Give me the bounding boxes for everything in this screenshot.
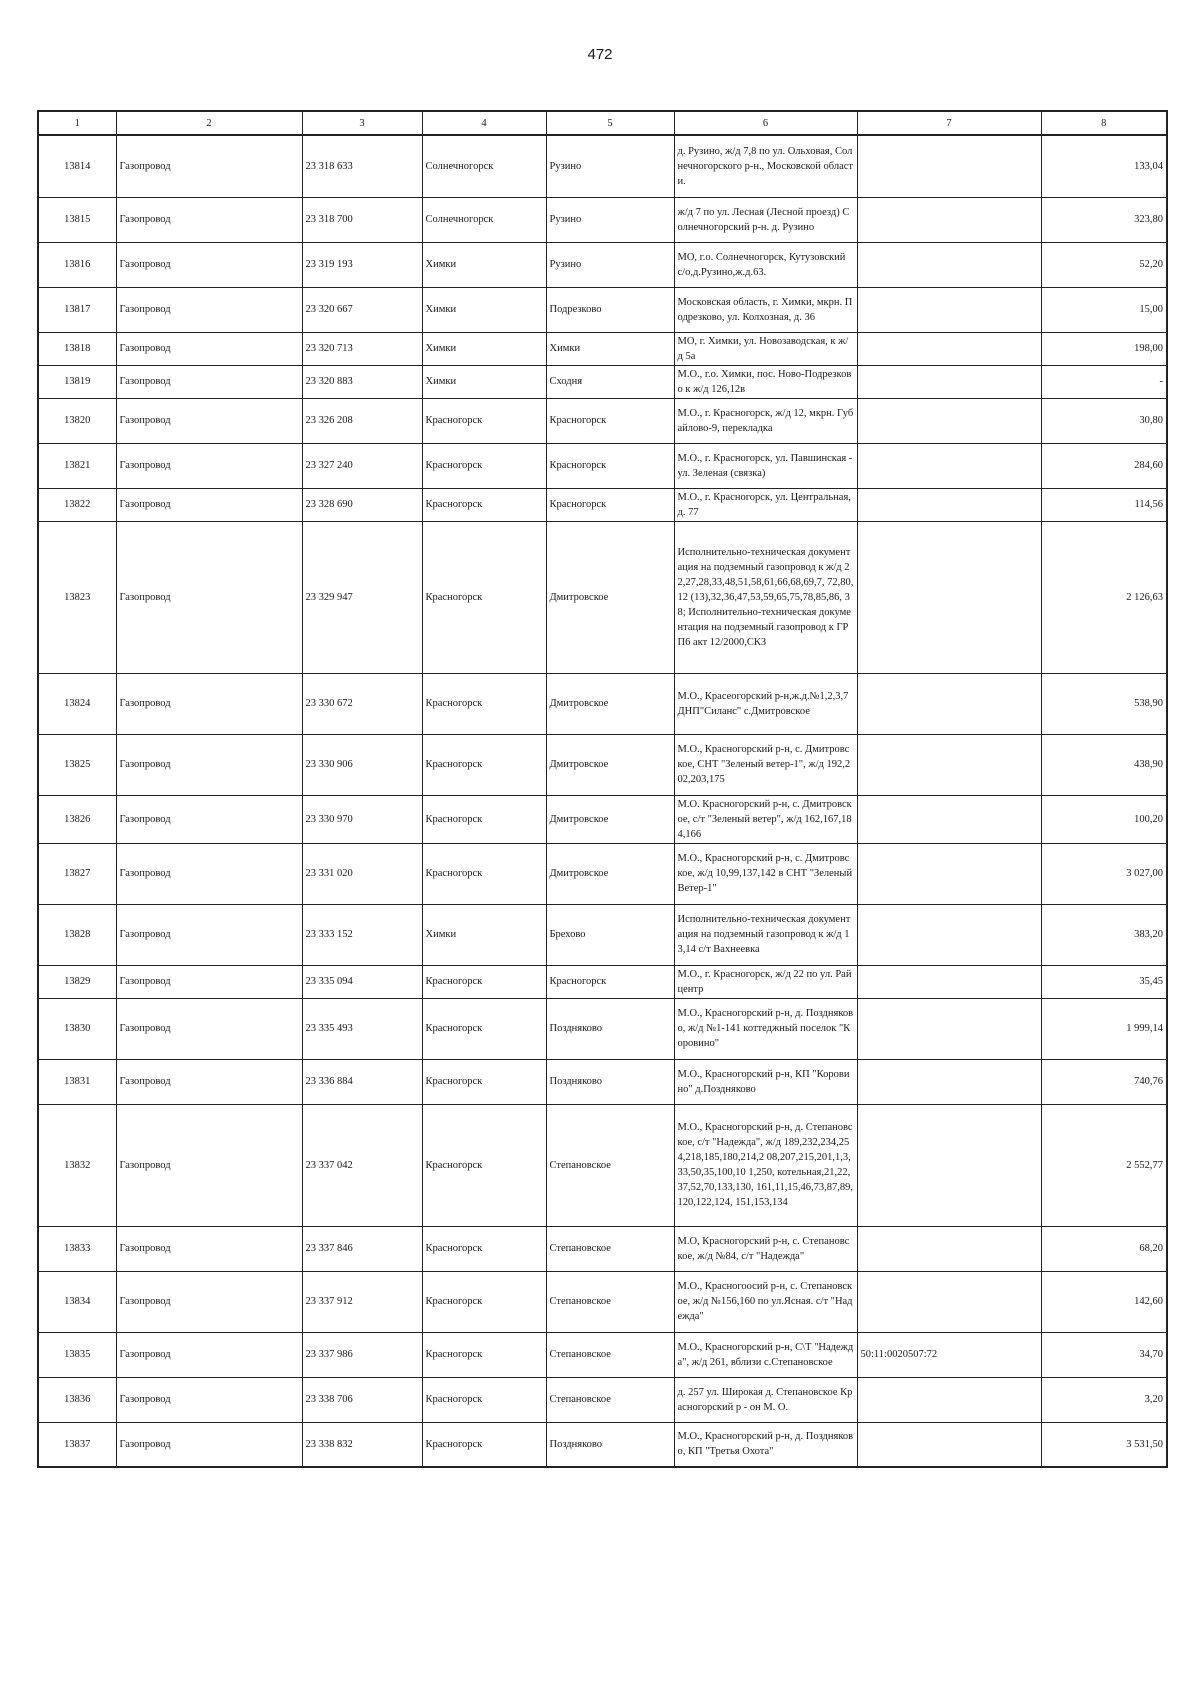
- cadastral-number-cell: [857, 1226, 1041, 1271]
- cadastral-number-cell: [857, 1271, 1041, 1332]
- cadastral-number-cell: [857, 1059, 1041, 1104]
- object-type-cell: Газопровод: [116, 197, 302, 242]
- column-header-5: 5: [546, 111, 674, 135]
- column-header-6: 6: [674, 111, 857, 135]
- district-cell: Химки: [422, 904, 546, 965]
- district-cell: Красногорск: [422, 1271, 546, 1332]
- address-cell: ж/д 7 по ул. Лесная (Лесной проезд) Солнечногорский р-н. д. Рузино: [674, 197, 857, 242]
- cadastral-number-cell: [857, 1377, 1041, 1422]
- object-type-cell: Газопровод: [116, 1226, 302, 1271]
- table-row: [38, 1422, 1167, 1467]
- column-header-3: 3: [302, 111, 422, 135]
- length-value-cell: 35,45: [1041, 965, 1167, 998]
- cadastral-number-cell: [857, 673, 1041, 734]
- table-row: [38, 734, 1167, 795]
- object-id-cell: 23 337 846: [302, 1226, 422, 1271]
- object-type-cell: Газопровод: [116, 1377, 302, 1422]
- length-value-cell: 142,60: [1041, 1271, 1167, 1332]
- table-row: [38, 398, 1167, 443]
- address-cell: д. Рузино, ж/д 7,8 по ул. Ольховая, Солнечногорского р-н., Московской области.: [674, 135, 857, 197]
- district-cell: Химки: [422, 287, 546, 332]
- table-row: [38, 1226, 1167, 1271]
- table-row: [38, 843, 1167, 904]
- object-type-cell: Газопровод: [116, 1422, 302, 1467]
- district-cell: Красногорск: [422, 398, 546, 443]
- locality-cell: Дмитровское: [546, 734, 674, 795]
- row-number-cell: 13814: [38, 135, 116, 197]
- length-value-cell: 100,20: [1041, 795, 1167, 843]
- cadastral-number-cell: [857, 965, 1041, 998]
- object-id-cell: 23 318 633: [302, 135, 422, 197]
- length-value-cell: 3 531,50: [1041, 1422, 1167, 1467]
- table-row: [38, 1377, 1167, 1422]
- cadastral-number-cell: [857, 521, 1041, 673]
- table-row: [38, 1059, 1167, 1104]
- object-id-cell: 23 330 970: [302, 795, 422, 843]
- row-number-cell: 13816: [38, 242, 116, 287]
- row-number-cell: 13819: [38, 365, 116, 398]
- object-type-cell: Газопровод: [116, 965, 302, 998]
- cadastral-number-cell: [857, 904, 1041, 965]
- object-id-cell: 23 335 094: [302, 965, 422, 998]
- locality-cell: Дмитровское: [546, 795, 674, 843]
- length-value-cell: 1 999,14: [1041, 998, 1167, 1059]
- object-id-cell: 23 335 493: [302, 998, 422, 1059]
- row-number-cell: 13836: [38, 1377, 116, 1422]
- district-cell: Солнечногорск: [422, 135, 546, 197]
- object-type-cell: Газопровод: [116, 521, 302, 673]
- row-number-cell: 13829: [38, 965, 116, 998]
- object-type-cell: Газопровод: [116, 488, 302, 521]
- length-value-cell: 740,76: [1041, 1059, 1167, 1104]
- address-cell: Московская область, г. Химки, мкрн. Подрезково, ул. Колхозная, д. 36: [674, 287, 857, 332]
- row-number-cell: 13825: [38, 734, 116, 795]
- address-cell: Исполнительно-техническая документация на подземный газопровод к ж/д 13,14 с/т Вахнеевка: [674, 904, 857, 965]
- locality-cell: Подрезково: [546, 287, 674, 332]
- district-cell: Красногорск: [422, 998, 546, 1059]
- cadastral-number-cell: 50:11:0020507:72: [857, 1332, 1041, 1377]
- object-id-cell: 23 338 706: [302, 1377, 422, 1422]
- length-value-cell: 15,00: [1041, 287, 1167, 332]
- object-id-cell: 23 330 906: [302, 734, 422, 795]
- district-cell: Химки: [422, 365, 546, 398]
- locality-cell: Рузино: [546, 197, 674, 242]
- table-row: [38, 287, 1167, 332]
- row-number-cell: 13823: [38, 521, 116, 673]
- table-row: [38, 998, 1167, 1059]
- column-header-8: 8: [1041, 111, 1167, 135]
- object-id-cell: 23 337 042: [302, 1104, 422, 1226]
- object-id-cell: 23 330 672: [302, 673, 422, 734]
- cadastral-number-cell: [857, 135, 1041, 197]
- locality-cell: Красногорск: [546, 398, 674, 443]
- locality-cell: Поздняково: [546, 998, 674, 1059]
- district-cell: Красногорск: [422, 1226, 546, 1271]
- row-number-cell: 13820: [38, 398, 116, 443]
- locality-cell: Брехово: [546, 904, 674, 965]
- district-cell: Красногорск: [422, 1377, 546, 1422]
- table-row: [38, 135, 1167, 197]
- locality-cell: Дмитровское: [546, 521, 674, 673]
- address-cell: МО, г.о. Солнечногорск, Кутузовский с/о,д.Рузино,ж.д.63.: [674, 242, 857, 287]
- locality-cell: Степановское: [546, 1332, 674, 1377]
- cadastral-number-cell: [857, 1422, 1041, 1467]
- locality-cell: Красногорск: [546, 488, 674, 521]
- row-number-cell: 13831: [38, 1059, 116, 1104]
- object-type-cell: Газопровод: [116, 135, 302, 197]
- locality-cell: Красногорск: [546, 965, 674, 998]
- object-id-cell: 23 329 947: [302, 521, 422, 673]
- locality-cell: Поздняково: [546, 1422, 674, 1467]
- cadastral-number-cell: [857, 998, 1041, 1059]
- locality-cell: Поздняково: [546, 1059, 674, 1104]
- length-value-cell: -: [1041, 365, 1167, 398]
- row-number-cell: 13835: [38, 1332, 116, 1377]
- table-row: [38, 488, 1167, 521]
- length-value-cell: 438,90: [1041, 734, 1167, 795]
- length-value-cell: 198,00: [1041, 332, 1167, 365]
- length-value-cell: 34,70: [1041, 1332, 1167, 1377]
- row-number-cell: 13822: [38, 488, 116, 521]
- locality-cell: Дмитровское: [546, 843, 674, 904]
- locality-cell: Красногорск: [546, 443, 674, 488]
- length-value-cell: 2 126,63: [1041, 521, 1167, 673]
- length-value-cell: 2 552,77: [1041, 1104, 1167, 1226]
- object-id-cell: 23 320 713: [302, 332, 422, 365]
- table-row: [38, 197, 1167, 242]
- locality-cell: Степановское: [546, 1271, 674, 1332]
- object-id-cell: 23 338 832: [302, 1422, 422, 1467]
- object-type-cell: Газопровод: [116, 398, 302, 443]
- length-value-cell: 114,56: [1041, 488, 1167, 521]
- address-cell: М.О., Красногорский р-н, д. Степановское, с/т "Надежда", ж/д 189,232,234,254,218,185,180,214,2 08,207,215,201,1,3,33,50,35,100,10 1,250, котельная,21,22,37,52,70,133,130, 161,11,15,46,73,87,89,120,122,124, 151,153,134: [674, 1104, 857, 1226]
- district-cell: Красногорск: [422, 965, 546, 998]
- address-cell: М.О., Красногорский р-н, д. Поздняково, КП "Третья Охота": [674, 1422, 857, 1467]
- table-row: [38, 1104, 1167, 1226]
- address-cell: М.О., г. Красногорск, ж/д 22 по ул. Райцентр: [674, 965, 857, 998]
- column-header-2: 2: [116, 111, 302, 135]
- row-number-cell: 13827: [38, 843, 116, 904]
- row-number-cell: 13824: [38, 673, 116, 734]
- row-number-cell: 13834: [38, 1271, 116, 1332]
- length-value-cell: 52,20: [1041, 242, 1167, 287]
- object-type-cell: Газопровод: [116, 843, 302, 904]
- locality-cell: Химки: [546, 332, 674, 365]
- address-cell: М.О., Красногорский р-н, КП "Коровино" д.Поздняково: [674, 1059, 857, 1104]
- length-value-cell: 284,60: [1041, 443, 1167, 488]
- length-value-cell: 30,80: [1041, 398, 1167, 443]
- table-row: [38, 365, 1167, 398]
- table-header: [38, 111, 1167, 135]
- address-cell: М.О., Красногорский р-н, С\Т "Надежда", ж/д 261, вблизи с.Степановское: [674, 1332, 857, 1377]
- object-id-cell: 23 337 986: [302, 1332, 422, 1377]
- cadastral-number-cell: [857, 242, 1041, 287]
- row-number-cell: 13832: [38, 1104, 116, 1226]
- district-cell: Красногорск: [422, 843, 546, 904]
- cadastral-number-cell: [857, 197, 1041, 242]
- object-id-cell: 23 318 700: [302, 197, 422, 242]
- length-value-cell: 538,90: [1041, 673, 1167, 734]
- table-row: [38, 965, 1167, 998]
- cadastral-number-cell: [857, 443, 1041, 488]
- address-cell: М.О., г. Красногорск, ул. Павшинская - ул. Зеленая (связка): [674, 443, 857, 488]
- object-type-cell: Газопровод: [116, 1104, 302, 1226]
- locality-cell: Сходня: [546, 365, 674, 398]
- cadastral-number-cell: [857, 332, 1041, 365]
- table-row: [38, 904, 1167, 965]
- locality-cell: Рузино: [546, 242, 674, 287]
- district-cell: Красногорск: [422, 1332, 546, 1377]
- address-cell: М.О., Красногорский р-н, с. Дмитровское, СНТ "Зеленый ветер-1", ж/д 192,202,203,175: [674, 734, 857, 795]
- locality-cell: Степановское: [546, 1226, 674, 1271]
- row-number-cell: 13818: [38, 332, 116, 365]
- object-id-cell: 23 328 690: [302, 488, 422, 521]
- page-number: 472: [587, 46, 613, 63]
- cadastral-number-cell: [857, 398, 1041, 443]
- cadastral-number-cell: [857, 1104, 1041, 1226]
- table-row: [38, 1271, 1167, 1332]
- length-value-cell: 383,20: [1041, 904, 1167, 965]
- row-number-cell: 13828: [38, 904, 116, 965]
- table-row: [38, 443, 1167, 488]
- length-value-cell: 3,20: [1041, 1377, 1167, 1422]
- locality-cell: Степановское: [546, 1104, 674, 1226]
- table-row: [38, 242, 1167, 287]
- object-id-cell: 23 327 240: [302, 443, 422, 488]
- cadastral-number-cell: [857, 287, 1041, 332]
- district-cell: Красногорск: [422, 488, 546, 521]
- address-cell: М.О., г.о. Химки, пос. Ново-Подрезково к ж/д 126,12в: [674, 365, 857, 398]
- row-number-cell: 13830: [38, 998, 116, 1059]
- district-cell: Химки: [422, 242, 546, 287]
- object-id-cell: 23 326 208: [302, 398, 422, 443]
- district-cell: Красногорск: [422, 734, 546, 795]
- cadastral-number-cell: [857, 734, 1041, 795]
- cadastral-number-cell: [857, 488, 1041, 521]
- object-type-cell: Газопровод: [116, 734, 302, 795]
- address-cell: М.О., Красеогорский р-н,ж.д.№1,2,3,7 ДНП"Силанс" с.Дмитровское: [674, 673, 857, 734]
- district-cell: Красногорск: [422, 795, 546, 843]
- object-type-cell: Газопровод: [116, 1332, 302, 1377]
- object-type-cell: Газопровод: [116, 904, 302, 965]
- length-value-cell: 3 027,00: [1041, 843, 1167, 904]
- header-row: [38, 111, 1167, 135]
- address-cell: М.О. Красногорский р-н, с. Дмитровское, с/т "Зеленый ветер", ж/д 162,167,184,166: [674, 795, 857, 843]
- length-value-cell: 133,04: [1041, 135, 1167, 197]
- locality-cell: Дмитровское: [546, 673, 674, 734]
- address-cell: М.О., Красногоосий р-н, с. Степановское, ж/д №156,160 по ул.Ясная. с/т "Надежда": [674, 1271, 857, 1332]
- object-type-cell: Газопровод: [116, 998, 302, 1059]
- object-id-cell: 23 331 020: [302, 843, 422, 904]
- address-cell: М.О, Красногорский р-н, с. Степановское, ж/д №84, с/т "Надежда": [674, 1226, 857, 1271]
- object-type-cell: Газопровод: [116, 1059, 302, 1104]
- address-cell: Исполнительно-техническая документация на подземный газопровод к ж/д 22,27,28,33,48,51,58,61,66,68,69,7, 72,80,12 (13),32,36,47,53,59,65,75,78,85,86, 38; Исполнительно-техническая документация на подземный газопровод к ГРП6 акт 12/2000,СКЗ: [674, 521, 857, 673]
- table-row: [38, 332, 1167, 365]
- cadastral-number-cell: [857, 843, 1041, 904]
- object-type-cell: Газопровод: [116, 332, 302, 365]
- district-cell: Красногорск: [422, 443, 546, 488]
- locality-cell: Степановское: [546, 1377, 674, 1422]
- registry-table: [37, 110, 1168, 1468]
- address-cell: М.О., г. Красногорск, ул. Центральная, д. 77: [674, 488, 857, 521]
- length-value-cell: 68,20: [1041, 1226, 1167, 1271]
- district-cell: Красногорск: [422, 1059, 546, 1104]
- row-number-cell: 13821: [38, 443, 116, 488]
- table-body: [38, 135, 1167, 1467]
- address-cell: МО, г. Химки, ул. Новозаводская, к ж/д 5а: [674, 332, 857, 365]
- table-row: [38, 673, 1167, 734]
- table-row: [38, 521, 1167, 673]
- row-number-cell: 13826: [38, 795, 116, 843]
- district-cell: Красногорск: [422, 1422, 546, 1467]
- cadastral-number-cell: [857, 795, 1041, 843]
- object-id-cell: 23 333 152: [302, 904, 422, 965]
- district-cell: Красногорск: [422, 1104, 546, 1226]
- length-value-cell: 323,80: [1041, 197, 1167, 242]
- address-cell: М.О., г. Красногорск, ж/д 12, мкрн. Губайлово-9, перекладка: [674, 398, 857, 443]
- object-type-cell: Газопровод: [116, 242, 302, 287]
- district-cell: Химки: [422, 332, 546, 365]
- object-type-cell: Газопровод: [116, 365, 302, 398]
- object-type-cell: Газопровод: [116, 443, 302, 488]
- object-id-cell: 23 320 667: [302, 287, 422, 332]
- address-cell: д. 257 ул. Широкая д. Степановское Красногорский р - он М. О.: [674, 1377, 857, 1422]
- object-type-cell: Газопровод: [116, 795, 302, 843]
- row-number-cell: 13815: [38, 197, 116, 242]
- row-number-cell: 13837: [38, 1422, 116, 1467]
- object-type-cell: Газопровод: [116, 287, 302, 332]
- row-number-cell: 13817: [38, 287, 116, 332]
- object-id-cell: 23 319 193: [302, 242, 422, 287]
- column-header-7: 7: [857, 111, 1041, 135]
- row-number-cell: 13833: [38, 1226, 116, 1271]
- object-type-cell: Газопровод: [116, 1271, 302, 1332]
- table-row: [38, 1332, 1167, 1377]
- object-id-cell: 23 336 884: [302, 1059, 422, 1104]
- object-id-cell: 23 320 883: [302, 365, 422, 398]
- column-header-1: 1: [38, 111, 116, 135]
- object-id-cell: 23 337 912: [302, 1271, 422, 1332]
- district-cell: Красногорск: [422, 673, 546, 734]
- address-cell: М.О., Красногорский р-н, д. Поздняково, ж/д №1-141 коттеджный поселок "Коровино": [674, 998, 857, 1059]
- district-cell: Солнечногорск: [422, 197, 546, 242]
- district-cell: Красногорск: [422, 521, 546, 673]
- address-cell: М.О., Красногорский р-н, с. Дмитровское, ж/д 10,99,137,142 в СНТ "Зеленый Ветер-1": [674, 843, 857, 904]
- table-row: [38, 795, 1167, 843]
- column-header-4: 4: [422, 111, 546, 135]
- object-type-cell: Газопровод: [116, 673, 302, 734]
- cadastral-number-cell: [857, 365, 1041, 398]
- locality-cell: Рузино: [546, 135, 674, 197]
